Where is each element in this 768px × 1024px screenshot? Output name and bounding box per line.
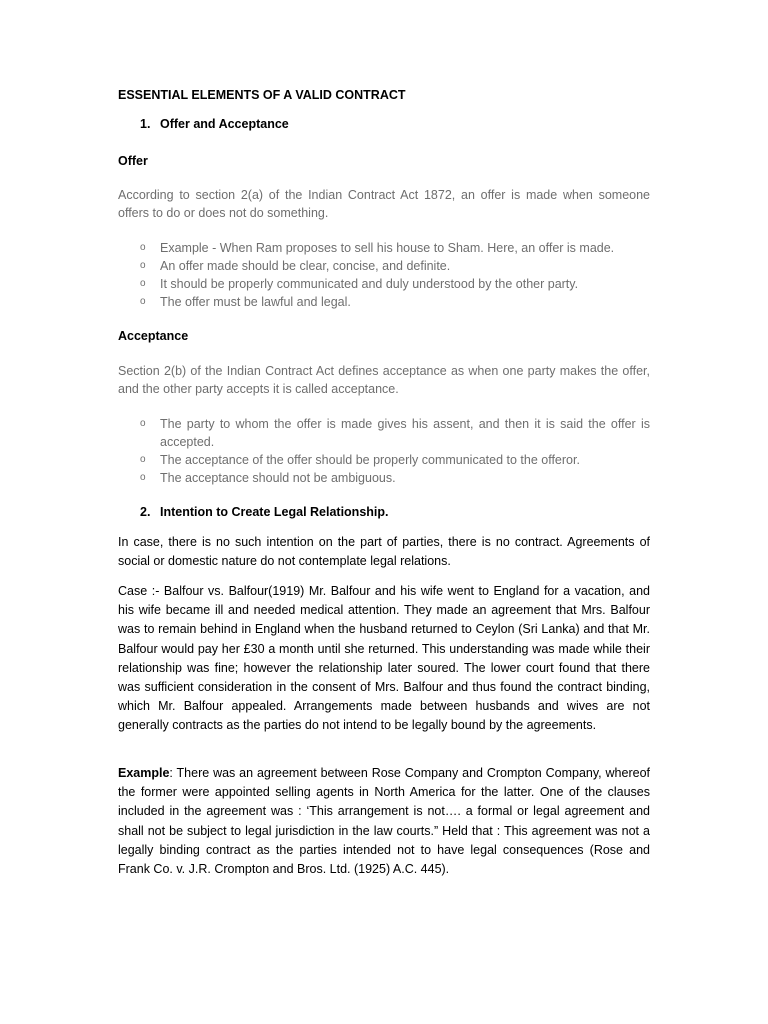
section-1-heading [140, 117, 289, 131]
intention-intro-paragraph: In case, there is no such intention on the part of parties, there is no contract. Agreements of social or domestic nature do not contemplate legal relations. [118, 535, 650, 568]
section-2-title: Intention to Create Legal Relationship. [160, 505, 389, 519]
list-item: o The acceptance of the offer should be properly communicated to the offeror. [140, 453, 580, 467]
list-item: o The party to whom the offer is made gives his assent, and then it is said the offer is accepted. [140, 417, 650, 449]
acceptance-paragraph: Section 2(b) of the Indian Contract Act defines acceptance as when one party makes the offer, and the other party accepts it is called acceptance. [118, 364, 650, 396]
bullet-icon: o [140, 472, 146, 483]
balfour-case-paragraph: Case :- Balfour vs. Balfour(1919) Mr. Balfour and his wife went to England for a vacation, and his wife became ill and needed medical attention. They made an agreement that Mrs. Balfour was to remain behind in England when the husband returned to Ceylon (Sri Lanka) and that Mr. Balfour would pay her £30 a month until she returned. This understanding was made while their relationship was fine; however the relationship later soured. The lower court found that there was sufficient consideration in the consent of Mrs. Balfour and thus found the contract binding, which Mr. Balfour appealed. Arrangements made between husbands and wives are not generally contracts as the parties do not intend to be legally bound by the agreements. [118, 584, 650, 733]
example-label: Example [118, 766, 170, 780]
document-title: ESSENTIAL ELEMENTS OF A VALID CONTRACT [118, 88, 406, 102]
section-2-heading [140, 505, 389, 519]
offer-bullet-list [118, 239, 650, 311]
offer-subheading: Offer [118, 154, 148, 168]
section-2-number: 2. [140, 505, 151, 519]
list-item: o The acceptance should not be ambiguous. [140, 471, 396, 485]
list-item: o An offer made should be clear, concise, and definite. [140, 259, 451, 273]
acceptance-bullet-list [118, 415, 650, 487]
example-text: : There was an agreement between Rose Company and Crompton Company, whereof the former were appointed selling agents in North America for the latter. One of the clauses included in the agreement was : ‘This arrangement is not…. a formal or legal agreement and shall not be subject to legal jurisdiction in the law courts.” Held that : This agreement was not a legally binding contract as the parties intended not to have legal consequences (Rose and Frank Co. v. J.R. Crompton and Bros. Ltd. (1925) A.C. 445). [118, 766, 650, 877]
list-item: o Example - When Ram proposes to sell his house to Sham. Here, an offer is made. [140, 241, 615, 255]
bullet-icon: o [140, 260, 146, 271]
section-1-number: 1. [140, 117, 151, 131]
bullet-icon: o [140, 296, 146, 307]
bullet-icon: o [140, 278, 146, 289]
bullet-icon: o [140, 454, 146, 465]
list-item: o It should be properly communicated and duly understood by the other party. [140, 277, 579, 291]
acceptance-subheading: Acceptance [118, 329, 189, 343]
document-page [118, 0, 650, 1024]
example-paragraph [118, 764, 650, 879]
section-1-title: Offer and Acceptance [160, 117, 289, 131]
bullet-icon: o [140, 418, 146, 429]
offer-paragraph: According to section 2(a) of the Indian Contract Act 1872, an offer is made when someone offers to do or does not do something. [118, 188, 650, 220]
list-item: o The offer must be lawful and legal. [140, 295, 351, 309]
bullet-icon: o [140, 242, 146, 253]
